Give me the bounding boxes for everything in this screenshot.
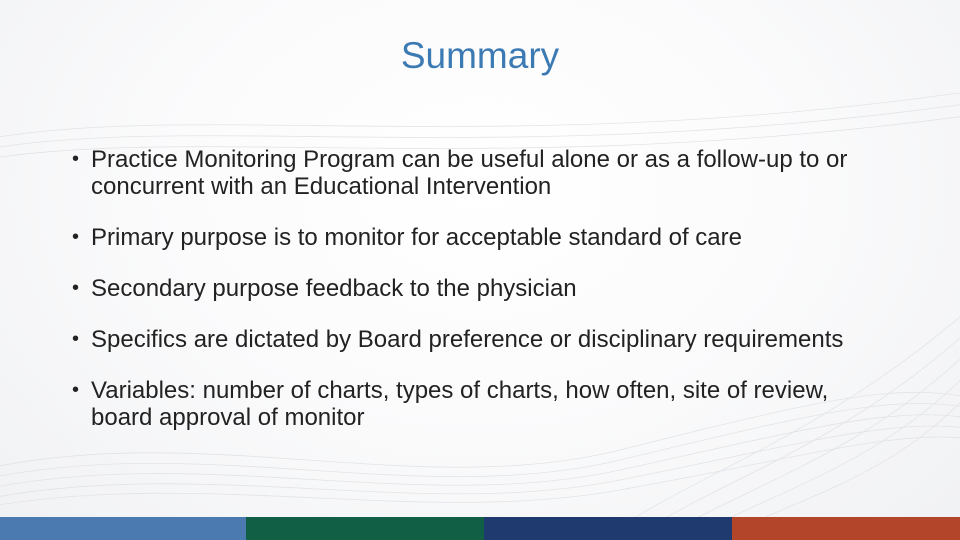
bullet-marker: • — [72, 379, 80, 401]
bullet-text: Primary purpose is to monitor for acceptable standard of care — [91, 224, 742, 251]
footer-segment-navy — [484, 517, 732, 540]
bullet-marker: • — [72, 328, 80, 350]
bullet-text: Variables: number of charts, types of charts, how often, site of review, board approval of monitor — [91, 377, 829, 431]
bullet-item — [72, 224, 892, 251]
footer-segment-green — [246, 517, 484, 540]
bullet-marker: • — [72, 148, 80, 170]
footer-segment-blue — [0, 517, 246, 540]
footer-segment-red — [732, 517, 960, 540]
bullet-marker: • — [72, 277, 80, 299]
slide-title: Summary — [400, 35, 560, 76]
bullet-marker: • — [72, 226, 80, 248]
footer-color-bar — [0, 517, 960, 540]
bullet-item — [72, 146, 892, 200]
bullet-item — [72, 326, 892, 353]
bullet-text: Practice Monitoring Program can be useful alone or as a follow-up to or concurrent with an Educational Intervention — [91, 146, 848, 200]
bullet-list — [72, 146, 892, 455]
bullet-text: Secondary purpose feedback to the physician — [91, 275, 577, 302]
bullet-text: Specifics are dictated by Board preference or disciplinary requirements — [91, 326, 844, 353]
bullet-item — [72, 275, 892, 302]
bullet-item — [72, 377, 892, 431]
